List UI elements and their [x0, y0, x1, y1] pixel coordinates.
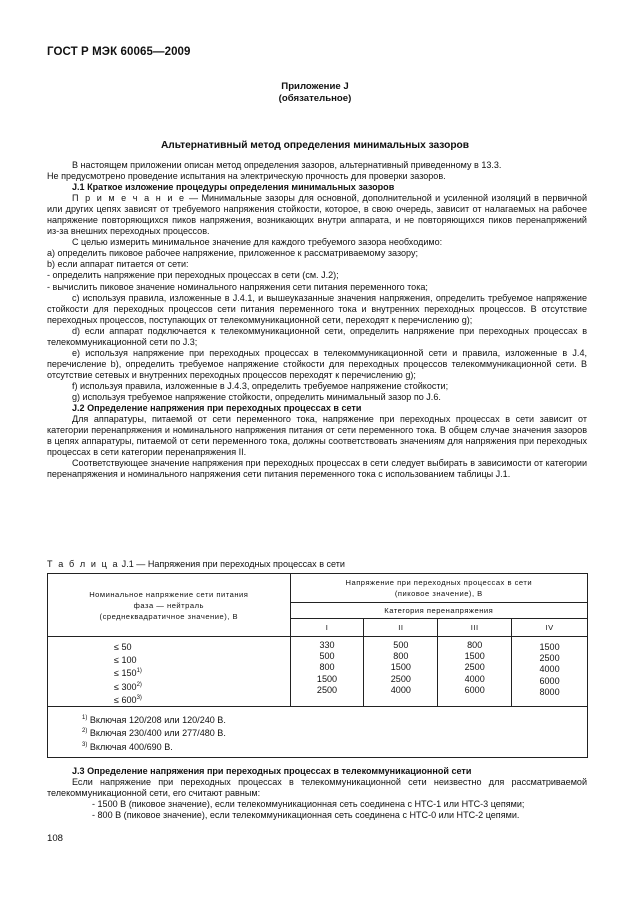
- category-i-column: [290, 637, 364, 707]
- table-cell: 1500: [390, 662, 411, 673]
- category-header-cell: III: [438, 619, 512, 637]
- table-cell: 6000: [464, 684, 485, 695]
- mains-voltage-header: Номинальное напряжение сети питания фаза — нейтраль (среднеквадратичное значение), В: [48, 574, 291, 637]
- table-cell: 500: [393, 640, 409, 650]
- table-cell: 800: [319, 662, 335, 673]
- table-cell: ≤ $150^{1)}$: [114, 668, 142, 679]
- intro-paragraph-1: В настоящем приложении описан метод определения зазоров, альтернативный приведенному в 13.3.: [72, 160, 502, 170]
- section-j2-heading: J.2 Определение напряжения при переходных процессах в сети: [72, 403, 362, 414]
- j1-step: a) определить пиковое рабочее напряжение, приложенное к рассматриваемому зазору;: [47, 248, 419, 259]
- footnote: $^{1)}$ Включая 120/208 или 120/240 В.: [82, 715, 226, 726]
- category-header-cell: IV: [512, 619, 588, 637]
- table-cell: ≤ 50: [114, 642, 132, 653]
- table-cell: 4000: [539, 664, 560, 675]
- voltage-table: [47, 573, 588, 758]
- annex-status: (обязательное): [278, 93, 352, 104]
- category-iv-column: [512, 637, 588, 707]
- annex-label: Приложение J: [281, 81, 349, 92]
- table-footnotes: [48, 707, 588, 758]
- footnote: $^{3)}$ Включая 400/690 В.: [82, 741, 173, 752]
- j3-item: - 1500 В (пиковое значение), если телекоммуникационная сеть соединена с НТС-1 или НТС-3 цепями;: [92, 799, 525, 810]
- table-caption-text: J.1 — Напряжения при переходных процессах в сети: [119, 559, 345, 569]
- overvoltage-category-header: Категория перенапряжения: [290, 603, 587, 619]
- table-cell: ≤ $600^{3)}$: [114, 694, 142, 705]
- table-cell: 1500: [316, 673, 338, 684]
- j1-step: c) используя правила, изложенные в J.4.1, и вышеуказанные значения напряжения, определить требуемое напряжение стойкости для переходных процессов сети питания переменного тока и внутренних переходных процессов. В отсутствие переходных процессов, поступающих от телекоммуникационной сети, переходят к перечислению g);: [47, 292, 587, 325]
- table-cell: 6000: [539, 675, 560, 686]
- j1-step: d) если аппарат подключается к телекоммуникационной сети, определить напряжение при переходных процессах в телекоммуникационной сети по J.3;: [47, 325, 587, 347]
- j1-step: e) используя напряжение при переходных процессах в телекоммуникационной сети и правила, изложенные в J.4, перечисление b), определить требуемое напряжение стойкости для переходных процессов телекоммуникационной сети. В отсутствие сетевых и внутренних переходных процессов переходят к перечислению g);: [47, 347, 587, 380]
- j1-step: С целью измерить минимальное значение для каждого требуемого зазора необходимо:: [72, 237, 443, 248]
- footnote: $^{2)}$ Включая 230/400 или 277/480 В.: [82, 728, 226, 739]
- note-text: — Минимальные зазоры для основной, дополнительной и усиленной изоляций в первичной или других цепях зависят от требуемого напряжения стойкости, которое, в свою очередь, зависит от налагаемых на рабочее напряжение повторяющихся пиков напряжения, возникающих внутри аппарата, и не повторяющихся пиков перенапряжений из-за внешних переходных процессов.: [47, 193, 588, 237]
- annex-title: Альтернативный метод определения минимальных зазоров: [160, 140, 470, 151]
- table-cell: 2500: [390, 673, 411, 684]
- table-cell: 4000: [390, 684, 411, 695]
- category-header-cell: I: [290, 619, 364, 637]
- standard-header: ГОСТ Р МЭК 60065—2009: [47, 46, 191, 58]
- table-caption: [47, 559, 345, 569]
- j3-paragraph: Если напряжение при переходных процессах в телекоммуникационной сети неизвестно для рассматриваемой телекоммуникационной сети, его считают равным:: [47, 777, 587, 799]
- j1-step: g) используя требуемое напряжение стойкости, определить минимальный зазор по J.6.: [72, 391, 441, 402]
- category-iii-column: [438, 637, 512, 707]
- transient-voltage-header: Напряжение при переходных процессах в сети (пиковое значение), В: [290, 574, 587, 603]
- note-label: П р и м е ч а н и е: [72, 193, 186, 204]
- table-cell: 330: [319, 640, 335, 650]
- j1-step: b) если аппарат питается от сети:: [47, 259, 189, 270]
- table-cell: 2500: [316, 684, 338, 695]
- j1-step: - вычислить пиковое значение номинального напряжения сети питания переменного тока;: [47, 281, 428, 292]
- j1-note: [47, 193, 587, 237]
- table-cell: 800: [467, 640, 483, 650]
- table-caption-prefix: Т а б л и ц а: [47, 559, 120, 569]
- j1-step: - определить напряжение при переходных процессах в сети (см. J.2);: [47, 270, 339, 281]
- j3-item: - 800 В (пиковое значение), если телекоммуникационная сеть соединена с НТС-0 или НТС-2 цепями.: [92, 810, 520, 821]
- table-cell: 2500: [539, 653, 560, 664]
- page-number: 108: [47, 833, 64, 844]
- category-ii-column: [364, 637, 438, 707]
- section-j1-heading: J.1 Краткое изложение процедуры определения минимальных зазоров: [72, 182, 395, 193]
- intro-paragraph-2: Не предусмотрено проведение испытания на электрическую прочность для проверки зазоров.: [47, 171, 446, 182]
- table-cell: ≤ 100: [114, 655, 137, 666]
- table-cell: 8000: [539, 686, 560, 697]
- j2-paragraph: Соответствующее значение напряжения при переходных процессах в сети следует выбирать в зависимости от категории перенапряжения и номинального напряжения сети питания переменного тока с использованием таблицы J.1.: [47, 458, 587, 480]
- section-j3-heading: J.3 Определение напряжения при переходных процессах в телекоммуникационной сети: [72, 766, 472, 776]
- category-header-cell: II: [364, 619, 438, 637]
- table-cell: 500: [319, 651, 335, 662]
- table-cell: 1500: [539, 642, 560, 652]
- section-j3: [47, 766, 587, 821]
- j1-step: f) используя правила, изложенные в J.4.3, определить требуемое напряжение стойкости;: [72, 380, 449, 391]
- body-text: [47, 160, 587, 480]
- table-cell: 4000: [464, 673, 485, 684]
- mains-voltage-column: [48, 637, 291, 707]
- table-cell: 2500: [464, 662, 485, 673]
- table-cell: 800: [393, 651, 409, 662]
- table-cell: ≤ $300^{2)}$: [114, 681, 142, 692]
- j2-paragraph: Для аппаратуры, питаемой от сети переменного тока, напряжение при переходных процессах в сети зависит от категории перенапряжения и номинального напряжения питания от сети переменного тока. В общем случае значения зазоров в цепях аппаратуры, питаемой от сети переменного тока, должны соответствовать значениям для напряжения при переходных процессах в сети категории перенапряжения II.: [47, 414, 587, 458]
- table-cell: 1500: [464, 651, 485, 662]
